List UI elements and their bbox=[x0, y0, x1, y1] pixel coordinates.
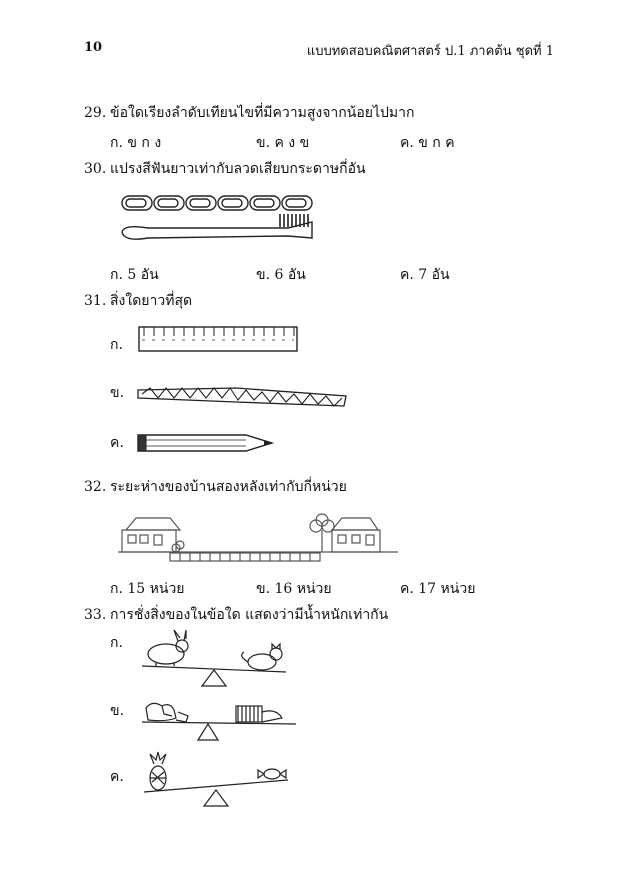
choice-b: ข. bbox=[110, 385, 125, 401]
choice-a: ก. ข ก ง bbox=[110, 135, 162, 151]
question-number: 30. bbox=[84, 161, 107, 177]
question-text: ระยะห่างของบ้านสองหลังเท่ากับกี่หน่วย bbox=[110, 479, 347, 495]
choice-c: ค. bbox=[110, 769, 124, 785]
question-31 bbox=[84, 290, 192, 312]
balance-rabbit-cat-illustration bbox=[138, 632, 290, 690]
balance-objects-illustration bbox=[138, 698, 300, 746]
rope-illustration bbox=[136, 384, 348, 408]
question-number: 31. bbox=[84, 293, 107, 309]
page-number: 10 bbox=[84, 40, 103, 55]
paperclips-toothbrush-illustration bbox=[118, 192, 318, 246]
question-number: 29. bbox=[84, 105, 107, 121]
choice-a: ก. 15 หน่วย bbox=[110, 581, 185, 597]
choice-a: ก. bbox=[110, 635, 123, 651]
ruler-illustration bbox=[138, 326, 300, 354]
question-32 bbox=[84, 476, 347, 498]
question-number: 33. bbox=[84, 607, 107, 623]
choice-c: ค. 7 อัน bbox=[400, 267, 450, 283]
question-text: สิ่งใดยาวที่สุด bbox=[110, 293, 193, 309]
question-29 bbox=[84, 102, 414, 124]
question-text: การชั่งสิ่งของในข้อใด แสดงว่ามีน้ำหนักเท่ากัน bbox=[110, 607, 389, 623]
question-number: 32. bbox=[84, 479, 107, 495]
question-30 bbox=[84, 158, 366, 180]
choice-c: ค. ข ก ค bbox=[400, 135, 455, 151]
choice-a: ก. 5 อัน bbox=[110, 267, 159, 283]
choice-b: ข. 16 หน่วย bbox=[256, 581, 332, 597]
choice-b: ข. ค ง ข bbox=[256, 135, 310, 151]
choice-a: ก. bbox=[110, 337, 123, 353]
balance-pineapple-candy-illustration bbox=[140, 752, 292, 808]
choice-c: ค. 17 หน่วย bbox=[400, 581, 476, 597]
houses-distance-illustration bbox=[118, 512, 400, 562]
header-title: แบบทดสอบคณิตศาสตร์ ป.1 ภาคต้น ชุดที่ 1 bbox=[306, 44, 554, 59]
choice-b: ข. 6 อัน bbox=[256, 267, 306, 283]
question-text: แปรงสีฟันยาวเท่ากับลวดเสียบกระดาษกี่อัน bbox=[110, 161, 366, 177]
choice-c: ค. bbox=[110, 435, 124, 451]
question-33 bbox=[84, 604, 388, 626]
pencil-illustration bbox=[134, 432, 276, 454]
choice-b: ข. bbox=[110, 703, 125, 719]
question-text: ข้อใดเรียงลำดับเทียนไขที่มีความสูงจากน้อยไปมาก bbox=[110, 105, 415, 121]
